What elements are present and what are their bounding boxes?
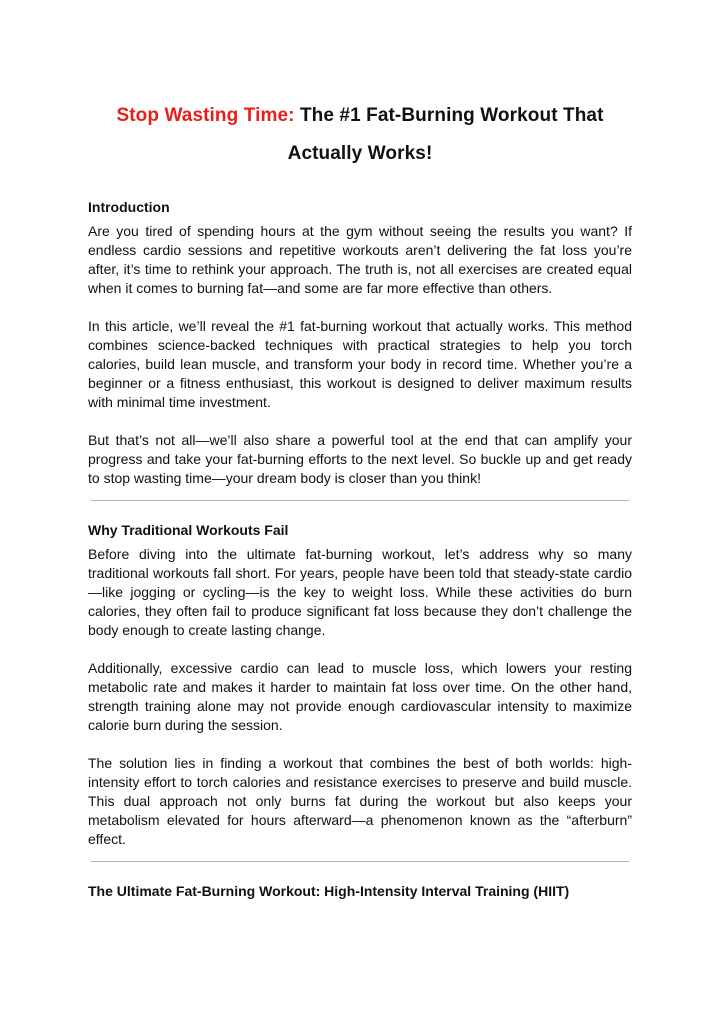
title-accent: Stop Wasting Time: bbox=[116, 105, 295, 126]
section-introduction bbox=[88, 199, 632, 488]
section-why-traditional-workouts-fail bbox=[88, 522, 632, 849]
horizontal-divider bbox=[91, 500, 629, 501]
paragraph: In this article, we’ll reveal the #1 fat-burning workout that actually works. This method combines science-backed techniques with practical strategies to help you torch calories, build lean muscle, and transform your body in record time. Whether you’re a beginner or a fitness enthusiast, this workout is designed to deliver maximum results with minimal time investment. bbox=[88, 318, 632, 410]
paragraph: Before diving into the ultimate fat-burning workout, let’s address why so many traditional workouts fall short. For years, people have been told that steady-state cardio—like jogging or cycling—is the key to weight loss. While these activities do burn calories, they often fail to produce significant fat loss because they don’t challenge the body enough to create lasting change. bbox=[88, 546, 632, 638]
page-title bbox=[88, 0, 632, 173]
paragraph: Additionally, excessive cardio can lead to muscle loss, which lowers your resting metabolic rate and makes it harder to maintain fat loss over time. On the other hand, strength training alone may not provide enough cardiovascular intensity to maximize calorie burn during the session. bbox=[88, 660, 632, 733]
paragraph: But that’s not all—we’ll also share a powerful tool at the end that can amplify your progress and take your fat-burning efforts to the next level. So buckle up and get ready to stop wasting time—your dream body is closer than you think! bbox=[88, 432, 632, 486]
paragraph: The solution lies in finding a workout that combines the best of both worlds: high-intensity effort to torch calories and resistance exercises to preserve and build muscle. This dual approach not only burns fat during the workout but also keeps your metabolism elevated for hours afterward—a phenomenon known as the “afterburn” effect. bbox=[88, 755, 632, 847]
section-heading-why-traditional-workouts-fail: Why Traditional Workouts Fail bbox=[88, 522, 289, 538]
section-hiit bbox=[88, 883, 632, 900]
horizontal-divider bbox=[91, 861, 629, 862]
section-heading-hiit: The Ultimate Fat-Burning Workout: High-Intensity Interval Training (HIIT) bbox=[88, 883, 570, 899]
section-heading-introduction: Introduction bbox=[88, 199, 170, 215]
title-main: The #1 Fat-Burning Workout That Actually Works! bbox=[287, 105, 604, 164]
paragraph: Are you tired of spending hours at the gym without seeing the results you want? If endless cardio sessions and repetitive workouts aren’t delivering the fat loss you’re after, it’s time to rethink your approach. The truth is, not all exercises are created equal when it comes to burning fat—and some are far more effective than others. bbox=[88, 223, 632, 296]
